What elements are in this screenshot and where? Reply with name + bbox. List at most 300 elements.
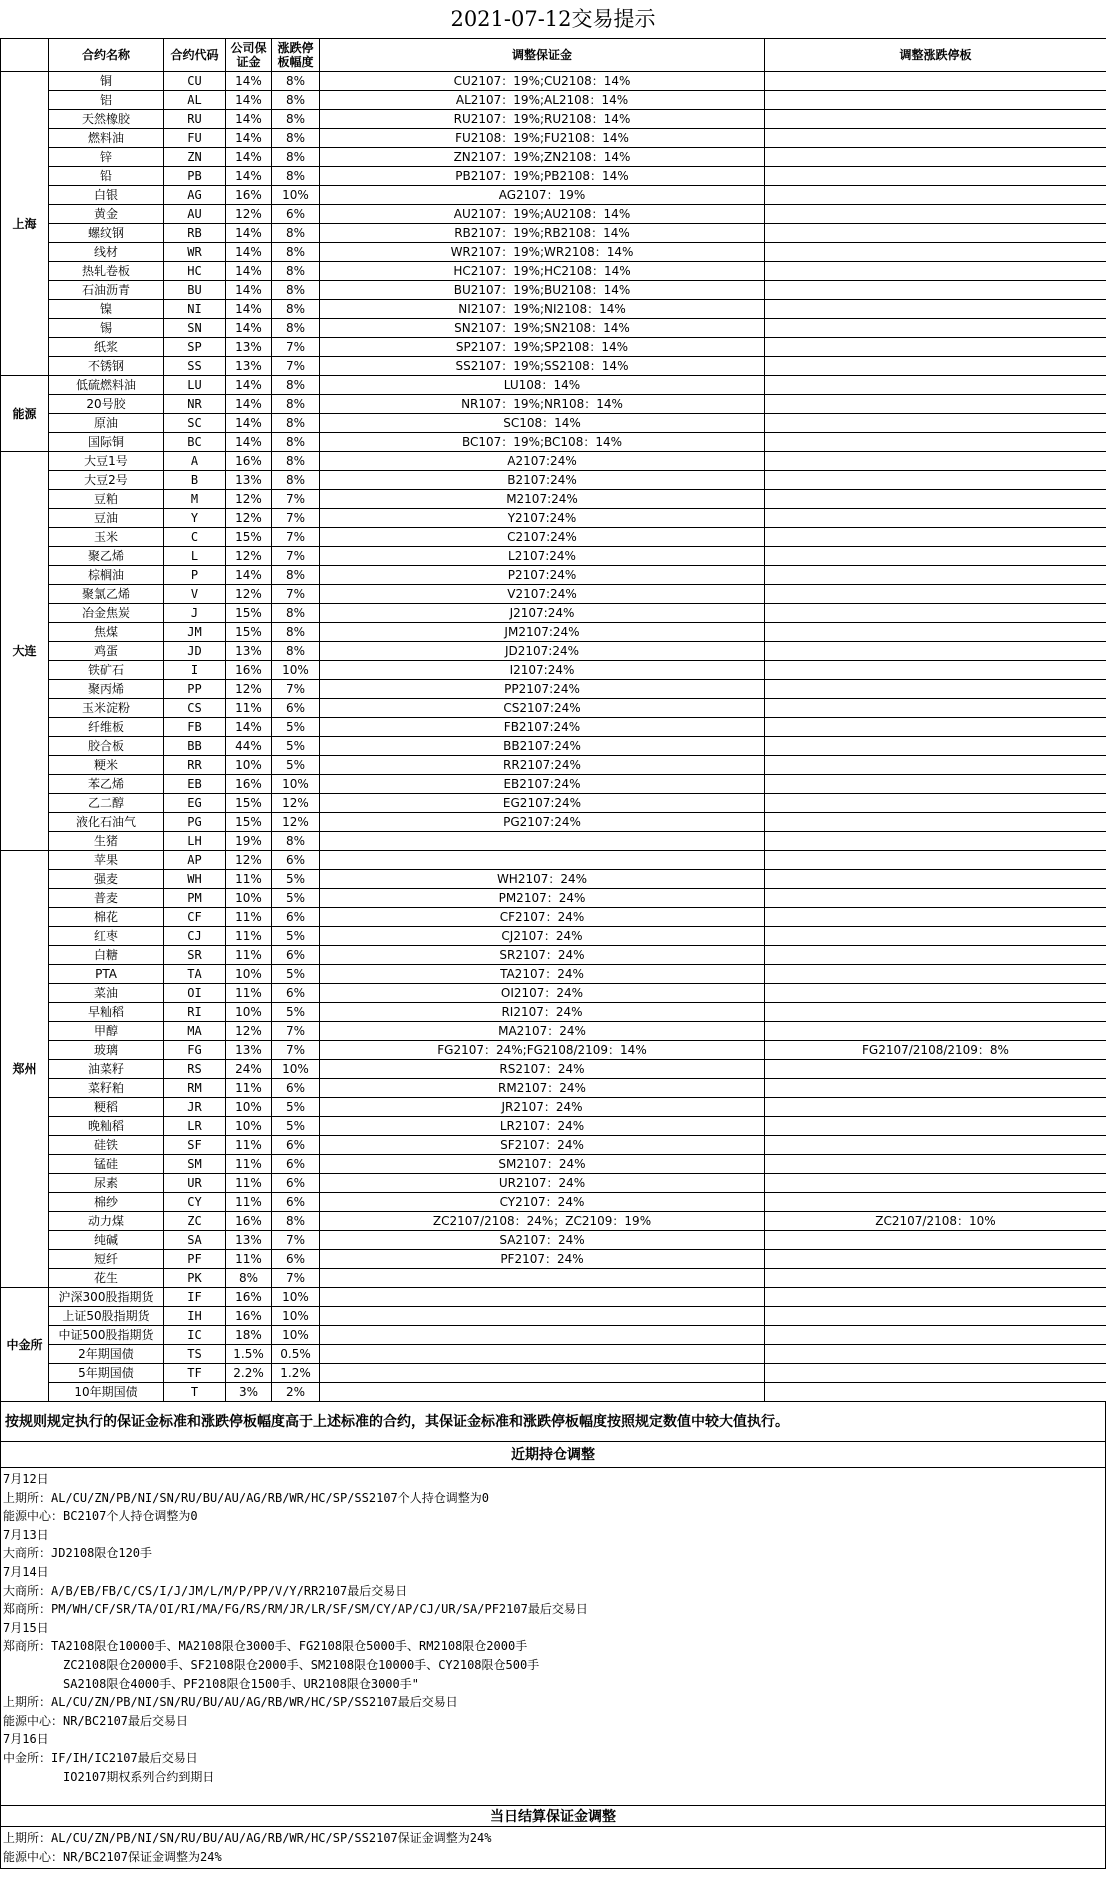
adjusted-limit-cell [765, 414, 1106, 433]
table-row [1, 395, 1106, 414]
table-row [1, 756, 1106, 775]
adjusted-limit-cell [765, 661, 1106, 680]
notice-line: 能源中心：NR/BC2107保证金调整为24% [3, 1849, 222, 1864]
notice-line: 上期所：AL/CU/ZN/PB/NI/SN/RU/BU/AU/AG/RB/WR/HC/SP/SS2107保证金调整为24% [3, 1831, 492, 1845]
contract-name-cell: 豆粕 [49, 490, 164, 509]
table-row [1, 566, 1106, 585]
adjusted-margin-cell: UR2107：24% [320, 1174, 765, 1193]
price-limit-cell: 10% [272, 1288, 320, 1307]
price-limit-cell: 6% [272, 908, 320, 927]
adjusted-margin-cell: M2107:24% [320, 490, 765, 509]
adjusted-margin-cell: NI2107：19%;NI2108：14% [320, 300, 765, 319]
company-margin-cell: 14% [226, 110, 272, 129]
adjusted-margin-cell: AL2107：19%;AL2108：14% [320, 91, 765, 110]
table-row [1, 1345, 1106, 1364]
price-limit-cell: 8% [272, 452, 320, 471]
adjusted-margin-cell: B2107:24% [320, 471, 765, 490]
table-row [1, 1288, 1106, 1307]
price-limit-cell: 8% [272, 433, 320, 452]
price-limit-cell: 7% [272, 490, 320, 509]
company-margin-cell: 44% [226, 737, 272, 756]
adjusted-limit-cell [765, 1326, 1106, 1345]
company-margin-cell: 3% [226, 1383, 272, 1402]
adjusted-margin-cell: JR2107：24% [320, 1098, 765, 1117]
table-row [1, 1174, 1106, 1193]
price-limit-cell: 8% [272, 300, 320, 319]
company-margin-cell: 10% [226, 1117, 272, 1136]
table-row [1, 547, 1106, 566]
notice-line: 能源中心：BC2107个人持仓调整为0 [3, 1509, 198, 1524]
company-margin-cell: 14% [226, 224, 272, 243]
adjusted-limit-cell [765, 832, 1106, 851]
contract-code-cell: J [164, 604, 226, 623]
header-price-limit: 涨跌停板幅度 [272, 39, 320, 72]
company-margin-cell: 15% [226, 528, 272, 547]
contract-name-cell: 锡 [49, 319, 164, 338]
contract-code-cell: FG [164, 1041, 226, 1060]
table-row [1, 718, 1106, 737]
company-margin-cell: 16% [226, 775, 272, 794]
company-margin-cell: 15% [226, 794, 272, 813]
contract-code-cell: RI [164, 1003, 226, 1022]
contract-name-cell: 玻璃 [49, 1041, 164, 1060]
company-margin-cell: 13% [226, 471, 272, 490]
contract-name-cell: 石油沥青 [49, 281, 164, 300]
adjusted-margin-cell: BC107：19%;BC108：14% [320, 433, 765, 452]
contract-name-cell: 上证50股指期货 [49, 1307, 164, 1326]
table-row [1, 1136, 1106, 1155]
company-margin-cell: 10% [226, 1098, 272, 1117]
contract-name-cell: 铜 [49, 72, 164, 91]
price-limit-cell: 6% [272, 1155, 320, 1174]
contract-name-cell: 原油 [49, 414, 164, 433]
contract-code-cell: CF [164, 908, 226, 927]
adjusted-limit-cell [765, 1079, 1106, 1098]
contract-code-cell: BB [164, 737, 226, 756]
table-row [1, 851, 1106, 870]
price-limit-cell: 7% [272, 547, 320, 566]
settlement-section-body [0, 1827, 1106, 1869]
adjusted-limit-cell [765, 167, 1106, 186]
contract-code-cell: FB [164, 718, 226, 737]
header-contract-code: 合约代码 [164, 39, 226, 72]
contract-name-cell: 低硫燃料油 [49, 376, 164, 395]
company-margin-cell: 8% [226, 1269, 272, 1288]
adjusted-limit-cell [765, 91, 1106, 110]
price-limit-cell: 7% [272, 1022, 320, 1041]
table-row [1, 452, 1106, 471]
notice-line: 大商所：A/B/EB/FB/C/CS/I/J/JM/L/M/P/PP/V/Y/RR2107最后交易日 [3, 1583, 408, 1598]
company-margin-cell: 16% [226, 661, 272, 680]
adjusted-limit-cell [765, 547, 1106, 566]
adjusted-limit-cell [765, 680, 1106, 699]
company-margin-cell: 11% [226, 699, 272, 718]
contract-code-cell: M [164, 490, 226, 509]
price-limit-cell: 6% [272, 1174, 320, 1193]
adjusted-limit-cell [765, 72, 1106, 91]
company-margin-cell: 14% [226, 376, 272, 395]
price-limit-cell: 5% [272, 1003, 320, 1022]
adjusted-limit-cell [765, 243, 1106, 262]
contract-name-cell: 短纤 [49, 1250, 164, 1269]
adjusted-margin-cell: ZN2107：19%;ZN2108：14% [320, 148, 765, 167]
adjusted-margin-cell: PF2107：24% [320, 1250, 765, 1269]
adjusted-limit-cell [765, 281, 1106, 300]
contract-code-cell: P [164, 566, 226, 585]
company-margin-cell: 12% [226, 851, 272, 870]
adjusted-limit-cell [765, 1022, 1106, 1041]
contract-code-cell: PG [164, 813, 226, 832]
price-limit-cell: 7% [272, 357, 320, 376]
table-row [1, 1060, 1106, 1079]
contract-name-cell: 玉米淀粉 [49, 699, 164, 718]
price-limit-cell: 10% [272, 186, 320, 205]
contract-code-cell: NI [164, 300, 226, 319]
contract-name-cell: 10年期国债 [49, 1383, 164, 1402]
adjusted-margin-cell: SR2107：24% [320, 946, 765, 965]
adjusted-limit-cell [765, 642, 1106, 661]
table-row [1, 167, 1106, 186]
table-row [1, 1193, 1106, 1212]
price-limit-cell: 5% [272, 927, 320, 946]
price-limit-cell: 6% [272, 1250, 320, 1269]
table-row [1, 414, 1106, 433]
contract-name-cell: 白糖 [49, 946, 164, 965]
contract-code-cell: RR [164, 756, 226, 775]
notice-line: 能源中心：NR/BC2107最后交易日 [3, 1713, 189, 1728]
contract-code-cell: EG [164, 794, 226, 813]
contract-code-cell: TS [164, 1345, 226, 1364]
contract-code-cell: RM [164, 1079, 226, 1098]
adjusted-margin-cell [320, 1326, 765, 1345]
adjusted-limit-cell [765, 433, 1106, 452]
table-row [1, 1326, 1106, 1345]
contract-code-cell: RB [164, 224, 226, 243]
table-row [1, 148, 1106, 167]
adjusted-limit-cell [765, 1250, 1106, 1269]
contract-code-cell: OI [164, 984, 226, 1003]
contract-code-cell: CU [164, 72, 226, 91]
header-exchange [1, 39, 49, 72]
contract-name-cell: 晚籼稻 [49, 1117, 164, 1136]
adjusted-limit-cell: ZC2107/2108：10% [765, 1212, 1106, 1231]
contract-name-cell: 花生 [49, 1269, 164, 1288]
contract-code-cell: AG [164, 186, 226, 205]
adjusted-margin-cell: CS2107:24% [320, 699, 765, 718]
price-limit-cell: 8% [272, 566, 320, 585]
price-limit-cell: 8% [272, 319, 320, 338]
contract-code-cell: IF [164, 1288, 226, 1307]
contract-name-cell: 聚氯乙烯 [49, 585, 164, 604]
contract-code-cell: Y [164, 509, 226, 528]
price-limit-cell: 8% [272, 243, 320, 262]
adjusted-limit-cell: FG2107/2108/2109：8% [765, 1041, 1106, 1060]
contract-name-cell: 纯碱 [49, 1231, 164, 1250]
contract-name-cell: 铝 [49, 91, 164, 110]
adjusted-margin-cell: AG2107：19% [320, 186, 765, 205]
company-margin-cell: 12% [226, 205, 272, 224]
contract-name-cell: 大豆1号 [49, 452, 164, 471]
table-row [1, 357, 1106, 376]
table-row [1, 433, 1106, 452]
adjusted-margin-cell: HC2107：19%;HC2108：14% [320, 262, 765, 281]
adjusted-margin-cell: OI2107：24% [320, 984, 765, 1003]
company-margin-cell: 11% [226, 870, 272, 889]
contract-code-cell: PK [164, 1269, 226, 1288]
adjusted-margin-cell: A2107:24% [320, 452, 765, 471]
adjusted-margin-cell: SP2107：19%;SP2108：14% [320, 338, 765, 357]
settlement-section-title: 当日结算保证金调整 [0, 1805, 1106, 1827]
adjusted-limit-cell [765, 1269, 1106, 1288]
contract-code-cell: AU [164, 205, 226, 224]
company-margin-cell: 14% [226, 167, 272, 186]
adjusted-margin-cell [320, 851, 765, 870]
table-row [1, 1364, 1106, 1383]
adjusted-limit-cell [765, 224, 1106, 243]
adjusted-limit-cell [765, 1155, 1106, 1174]
contract-code-cell: SA [164, 1231, 226, 1250]
adjusted-limit-cell [765, 509, 1106, 528]
contract-code-cell: HC [164, 262, 226, 281]
company-margin-cell: 16% [226, 1212, 272, 1231]
contract-code-cell: T [164, 1383, 226, 1402]
company-margin-cell: 14% [226, 262, 272, 281]
table-header-row [1, 39, 1106, 72]
table-row [1, 604, 1106, 623]
table-row [1, 680, 1106, 699]
adjusted-margin-cell: PB2107：19%;PB2108：14% [320, 167, 765, 186]
company-margin-cell: 11% [226, 908, 272, 927]
adjusted-margin-cell: TA2107：24% [320, 965, 765, 984]
price-limit-cell: 5% [272, 756, 320, 775]
adjusted-limit-cell [765, 566, 1106, 585]
price-limit-cell: 10% [272, 1307, 320, 1326]
contract-name-cell: 白银 [49, 186, 164, 205]
contract-name-cell: 菜籽粕 [49, 1079, 164, 1098]
price-limit-cell: 10% [272, 661, 320, 680]
adjusted-margin-cell: RB2107：19%;RB2108：14% [320, 224, 765, 243]
adjusted-limit-cell [765, 300, 1106, 319]
contract-name-cell: 纸浆 [49, 338, 164, 357]
adjusted-margin-cell: BB2107:24% [320, 737, 765, 756]
price-limit-cell: 7% [272, 1269, 320, 1288]
table-row [1, 1117, 1106, 1136]
contract-code-cell: C [164, 528, 226, 547]
company-margin-cell: 11% [226, 1250, 272, 1269]
company-margin-cell: 13% [226, 1041, 272, 1060]
adjusted-limit-cell [765, 357, 1106, 376]
contract-code-cell: NR [164, 395, 226, 414]
adjusted-margin-cell: PP2107:24% [320, 680, 765, 699]
price-limit-cell: 8% [272, 376, 320, 395]
company-margin-cell: 14% [226, 395, 272, 414]
contract-name-cell: 普麦 [49, 889, 164, 908]
company-margin-cell: 14% [226, 129, 272, 148]
adjusted-limit-cell [765, 110, 1106, 129]
contract-code-cell: IC [164, 1326, 226, 1345]
contract-name-cell: 甲醇 [49, 1022, 164, 1041]
adjusted-limit-cell [765, 262, 1106, 281]
contract-code-cell: WH [164, 870, 226, 889]
notice-line: 7月13日 [3, 1527, 49, 1542]
contract-name-cell: 粳稻 [49, 1098, 164, 1117]
adjusted-limit-cell [765, 623, 1106, 642]
table-row [1, 775, 1106, 794]
notice-line: SA2108限仓4000手、PF2108限仓1500手、UR2108限仓3000手" [63, 1676, 419, 1691]
contract-name-cell: 棉纱 [49, 1193, 164, 1212]
company-margin-cell: 11% [226, 1174, 272, 1193]
table-row [1, 205, 1106, 224]
table-row [1, 946, 1106, 965]
page-title: 2021-07-12交易提示 [450, 7, 656, 31]
table-row [1, 338, 1106, 357]
adjusted-margin-cell: RR2107:24% [320, 756, 765, 775]
table-row [1, 889, 1106, 908]
company-margin-cell: 13% [226, 1231, 272, 1250]
contract-name-cell: 燃料油 [49, 129, 164, 148]
contract-code-cell: RU [164, 110, 226, 129]
company-margin-cell: 12% [226, 585, 272, 604]
adjusted-margin-cell: SS2107：19%;SS2108：14% [320, 357, 765, 376]
price-limit-cell: 8% [272, 642, 320, 661]
contract-name-cell: 硅铁 [49, 1136, 164, 1155]
table-row [1, 1212, 1106, 1231]
adjusted-margin-cell: P2107:24% [320, 566, 765, 585]
notice-line: 上期所：AL/CU/ZN/PB/NI/SN/RU/BU/AU/AG/RB/WR/HC/SP/SS2107最后交易日 [3, 1695, 458, 1710]
price-limit-cell: 10% [272, 1326, 320, 1345]
company-margin-cell: 11% [226, 1079, 272, 1098]
contract-code-cell: LH [164, 832, 226, 851]
table-row [1, 1041, 1106, 1060]
adjusted-limit-cell [765, 965, 1106, 984]
table-row [1, 832, 1106, 851]
price-limit-cell: 8% [272, 623, 320, 642]
contract-name-cell: 铁矿石 [49, 661, 164, 680]
price-limit-cell: 12% [272, 813, 320, 832]
price-limit-cell: 6% [272, 1193, 320, 1212]
contract-code-cell: LU [164, 376, 226, 395]
adjusted-margin-cell [320, 1383, 765, 1402]
adjusted-limit-cell [765, 585, 1106, 604]
company-margin-cell: 14% [226, 91, 272, 110]
price-limit-cell: 8% [272, 832, 320, 851]
adjusted-margin-cell: WR2107：19%;WR2108：14% [320, 243, 765, 262]
contract-code-cell: L [164, 547, 226, 566]
company-margin-cell: 14% [226, 414, 272, 433]
contract-name-cell: 天然橡胶 [49, 110, 164, 129]
table-row [1, 490, 1106, 509]
price-limit-cell: 8% [272, 129, 320, 148]
company-margin-cell: 11% [226, 1136, 272, 1155]
table-row [1, 281, 1106, 300]
adjusted-limit-cell [765, 1136, 1106, 1155]
adjusted-limit-cell [765, 718, 1106, 737]
table-row [1, 1155, 1106, 1174]
table-row [1, 300, 1106, 319]
contract-code-cell: BC [164, 433, 226, 452]
contract-name-cell: 生猪 [49, 832, 164, 851]
header-adjusted-limit: 调整涨跌停板 [765, 39, 1106, 72]
notice-line: 郑商所：TA2108限仓10000手、MA2108限仓3000手、FG2108限仓5000手、RM2108限仓2000手 [3, 1639, 528, 1654]
table-row [1, 1098, 1106, 1117]
price-limit-cell: 5% [272, 737, 320, 756]
table-row [1, 1269, 1106, 1288]
company-margin-cell: 16% [226, 1307, 272, 1326]
company-margin-cell: 10% [226, 889, 272, 908]
company-margin-cell: 12% [226, 509, 272, 528]
adjusted-limit-cell [765, 528, 1106, 547]
price-limit-cell: 7% [272, 680, 320, 699]
adjusted-limit-cell [765, 775, 1106, 794]
adjusted-margin-cell: LU108：14% [320, 376, 765, 395]
company-margin-cell: 18% [226, 1326, 272, 1345]
table-row [1, 642, 1106, 661]
table-row [1, 813, 1106, 832]
price-limit-cell: 8% [272, 471, 320, 490]
contract-name-cell: 强麦 [49, 870, 164, 889]
table-row [1, 243, 1106, 262]
contract-name-cell: 菜油 [49, 984, 164, 1003]
contract-name-cell: 玉米 [49, 528, 164, 547]
contract-code-cell: CS [164, 699, 226, 718]
adjusted-limit-cell [765, 471, 1106, 490]
contract-code-cell: CJ [164, 927, 226, 946]
company-margin-cell: 10% [226, 1003, 272, 1022]
contract-name-cell: 胶合板 [49, 737, 164, 756]
adjusted-limit-cell [765, 1345, 1106, 1364]
company-margin-cell: 11% [226, 946, 272, 965]
contract-name-cell: 豆油 [49, 509, 164, 528]
price-limit-cell: 8% [272, 395, 320, 414]
adjusted-margin-cell: C2107:24% [320, 528, 765, 547]
company-margin-cell: 15% [226, 604, 272, 623]
adjusted-margin-cell: PG2107:24% [320, 813, 765, 832]
adjusted-margin-cell: SA2107：24% [320, 1231, 765, 1250]
adjusted-margin-cell: CF2107：24% [320, 908, 765, 927]
price-limit-cell: 8% [272, 604, 320, 623]
table-row [1, 72, 1106, 91]
adjusted-limit-cell [765, 870, 1106, 889]
price-limit-cell: 5% [272, 889, 320, 908]
contract-code-cell: WR [164, 243, 226, 262]
price-limit-cell: 6% [272, 984, 320, 1003]
company-margin-cell: 12% [226, 680, 272, 699]
contract-name-cell: 鸡蛋 [49, 642, 164, 661]
company-margin-cell: 14% [226, 566, 272, 585]
exchange-cell: 上海 [1, 72, 49, 376]
contract-code-cell: JM [164, 623, 226, 642]
price-limit-cell: 12% [272, 794, 320, 813]
company-margin-cell: 12% [226, 490, 272, 509]
contract-name-cell: 苯乙烯 [49, 775, 164, 794]
adjusted-margin-cell: AU2107：19%;AU2108：14% [320, 205, 765, 224]
adjusted-margin-cell: RS2107：24% [320, 1060, 765, 1079]
adjusted-limit-cell [765, 452, 1106, 471]
adjusted-margin-cell [320, 1288, 765, 1307]
adjusted-limit-cell [765, 604, 1106, 623]
company-margin-cell: 14% [226, 300, 272, 319]
exchange-cell: 大连 [1, 452, 49, 851]
adjusted-margin-cell: FG2107：24%;FG2108/2109：14% [320, 1041, 765, 1060]
price-limit-cell: 8% [272, 262, 320, 281]
company-margin-cell: 11% [226, 927, 272, 946]
company-margin-cell: 19% [226, 832, 272, 851]
price-limit-cell: 10% [272, 775, 320, 794]
contract-name-cell: 镍 [49, 300, 164, 319]
adjusted-limit-cell [765, 1231, 1106, 1250]
company-margin-cell: 12% [226, 1022, 272, 1041]
adjusted-limit-cell [765, 490, 1106, 509]
